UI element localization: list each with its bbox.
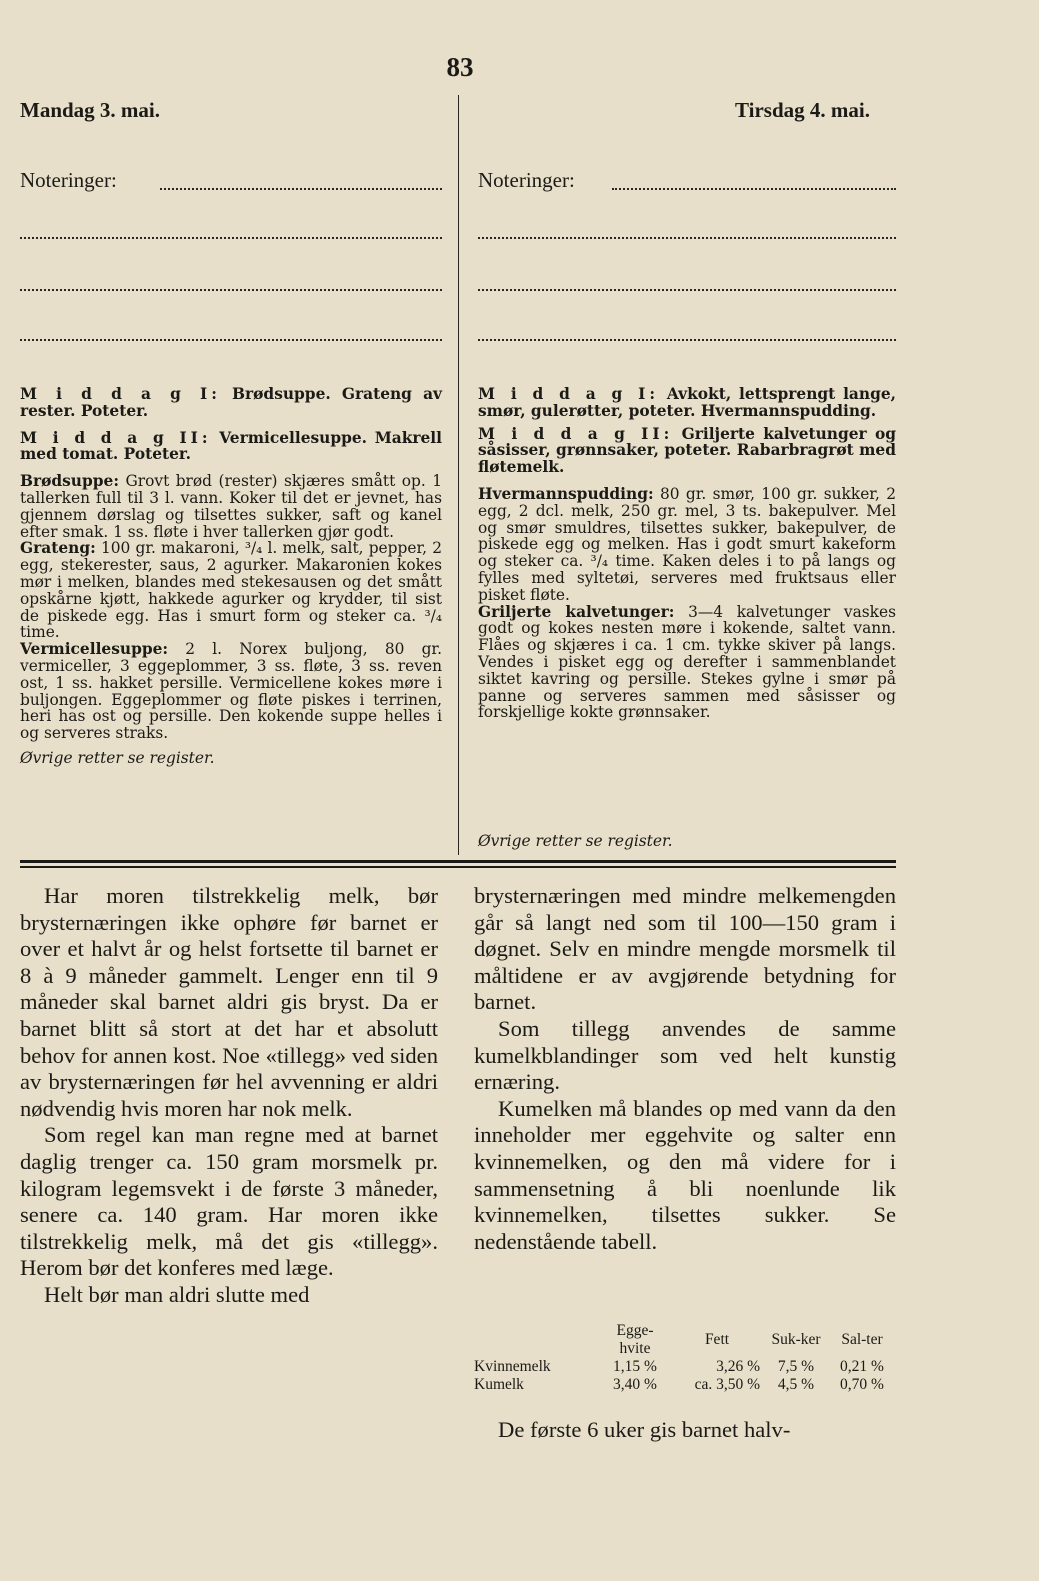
article-right <box>474 883 896 1255</box>
footer-right: Øvrige retter se register. <box>478 832 673 850</box>
recipe-title: Grateng: <box>20 539 96 558</box>
recipe-text: 2 l. Norex buljong, 80 gr. vermiceller, 3 eggeplommer, 3 ss. fløte, 3 ss. reven ost, 1 ss. hakket persille. Vermicellene kokes møre i buljongen. Eggeplommer og fløte piskes i terrinen, heri has ost og persille. Den kokende suppe helles i og serveres straks. <box>20 640 442 743</box>
table-cell: 3,26 % <box>716 1358 760 1375</box>
recipe-text: 100 gr. makaroni, ³/₄ l. melk, salt, pepper, 2 egg, stekerester, saus, 2 agurker. Makaronien kokes mør i melken, blandes med stekesausen og det smått opskårne kjøtt, hakkede agurker og krydder, til sist de piskede egg. Has i smurt form og steker ca. ³/₄ time. <box>20 539 442 642</box>
article-paragraph: Har moren tilstrekkelig melk, bør brysternæringen ikke ophøre før barnet er over et halvt år og helst fortsette til barnet er 8 à 9 måneder gammelt. Lenger enn til 9 måneder skal barnet aldri gis bryst. Da er barnet blitt så stort at det har et absolutt behov for annen kost. Noe «tillegg» ved siden av brysternæringen før hel avvenning er aldri nødvendig hvis moren har nok melk. <box>20 883 438 1121</box>
table-cell: 3,40 % <box>613 1376 657 1393</box>
recipe-title: Hvermannspudding: <box>478 484 654 503</box>
recipe-text: 80 gr. smør, 100 gr. sukker, 2 egg, 2 dcl. melk, 250 gr. mel, 3 ts. bakepulver. Mel og smør smuldres, tilsettes sukker, bakepulver, de piskede egg og melken. Has i godt smurt kakeform og steker ca. ³/₄ time. Kaken deles i to på langs og fylles med syltetøi, serveres med fruktsaus eller pisket fløte. <box>478 484 896 604</box>
section-rule-thick <box>20 860 896 863</box>
table-header-row <box>474 1322 896 1358</box>
table-cell: 0,70 % <box>840 1376 884 1393</box>
recipes-left <box>20 386 442 767</box>
recipe-vermicellesuppe <box>20 641 442 742</box>
notes-label-left: Noteringer: <box>20 168 117 192</box>
article-paragraph: Kumelken må blandes op med vann da den inneholder mer eggehvite og salter enn kvinnemelken, og den må videre for i sammensetning å bli noenlunde lik kvinnemelken, tilsettes sukker. Se nedenstående tabell. <box>474 1095 896 1254</box>
recipe-title: Griljerte kalvetunger: <box>478 602 675 621</box>
page-number: 83 <box>446 52 474 82</box>
middag-2-right <box>478 426 896 476</box>
footer-left: Øvrige retter se register. <box>20 748 215 767</box>
table-cell: 1,15 % <box>613 1358 657 1375</box>
column-divider <box>458 95 459 855</box>
table-row <box>474 1358 896 1376</box>
article-paragraph: brysternæringen med mindre melkemengden går så langt ned som til 100—150 gram i døgnet. Selv en mindre mengde morsmelk til måltidene er av avgjørende betydning for barnet. <box>474 883 896 1015</box>
notes-line-right-3[interactable] <box>478 287 896 291</box>
notes-line-left-1[interactable] <box>160 186 442 190</box>
recipe-text: Grovt brød (rester) skjæres smått op. 1 tallerken full til 3 l. vann. Koker til det er jevnet, has gjennem dørslag og tilsettes sukker, saft og kanel efter smak. 1 ss. fløte i hver tallerken gjør godt. <box>20 472 442 541</box>
middag-1-label: M i d d a g I: <box>478 385 660 403</box>
middag-1-right <box>478 386 896 420</box>
day-heading-right: Tirsdag 4. mai. <box>735 98 870 122</box>
table-row <box>474 1376 896 1394</box>
col-header: Egge-hvite <box>616 1322 654 1357</box>
middag-2-text: Vermicellesuppe. Makrell med tomat. Poteter. <box>20 428 443 464</box>
notes-label-right: Noteringer: <box>478 168 575 192</box>
notes-line-left-3[interactable] <box>20 287 442 291</box>
table-cell: 7,5 % <box>777 1358 815 1375</box>
col-header: Fett <box>704 1331 730 1348</box>
recipe-brodsuppe <box>20 473 442 540</box>
notes-line-right-4[interactable] <box>478 337 896 341</box>
notes-line-left-4[interactable] <box>20 337 442 341</box>
nutrition-table <box>474 1322 896 1394</box>
article-paragraph: Som tillegg anvendes de samme kumelkblandinger som ved helt kunstig ernæring. <box>474 1015 896 1095</box>
article-paragraph: Helt bør man aldri slutte med <box>44 1281 310 1307</box>
table-cell: ca. 3,50 % <box>694 1376 760 1393</box>
notes-line-left-2[interactable] <box>20 235 442 239</box>
recipe-hvermannspudding <box>478 486 896 604</box>
notes-line-right-2[interactable] <box>478 235 896 239</box>
middag-1-left <box>20 386 442 420</box>
section-rule-thin <box>20 866 896 868</box>
article-paragraph: De første 6 uker gis barnet halv- <box>498 1417 791 1442</box>
table-cell: 4,5 % <box>777 1376 815 1393</box>
middag-2-label: M i d d a g II: <box>20 428 212 447</box>
notes-line-right-1[interactable] <box>612 186 896 190</box>
middag-2-label: M i d d a g II: <box>478 424 674 443</box>
middag-1-text: Avkokt, lettsprengt lange, smør, gulerøtter, poteter. Hvermannspudding. <box>478 385 897 420</box>
middag-1-label: M i d d a g I: <box>20 385 221 403</box>
col-header: Sal-ter <box>841 1331 883 1348</box>
recipe-kalvetunger <box>478 604 896 722</box>
recipe-title: Brødsuppe: <box>20 472 119 491</box>
recipe-grateng <box>20 540 442 641</box>
col-header: Suk-ker <box>771 1331 821 1348</box>
day-heading-left: Mandag 3. mai. <box>20 98 161 122</box>
article-paragraph: Som regel kan man regne med at barnet daglig trenger ca. 150 gram morsmelk pr. kilogram legemsvekt i de første 3 måneder, senere ca. 140 gram. Har moren ikke tilstrekkelig melk, må det gis «tillegg». Herom bør det konferes med læge. <box>20 1122 438 1281</box>
middag-1-text: Brødsuppe. Grateng av rester. Poteter. <box>20 385 442 420</box>
recipe-text: 3—4 kalvetunger vaskes godt og kokes nesten møre i kokende, saltet vann. Flåes og skjæres i ca. 1 cm. tykke skiver på langs. Vendes i pisket egg og derefter i sammenblandet siktet kavring og persille. Stekes gylne i smør på panne og serveres sammen med såsisser og forskjellige kokte grønnsaker. <box>478 602 896 722</box>
recipe-title: Vermicellesuppe: <box>20 640 169 659</box>
article-left <box>20 883 438 1309</box>
middag-2-left <box>20 430 442 464</box>
article-right-continued <box>474 1417 896 1444</box>
table-cell: 0,21 % <box>840 1358 884 1375</box>
row-label: Kvinnemelk <box>474 1358 551 1375</box>
middag-2-text: Griljerte kalvetunger og såsisser, grønnsaker, poteter. Rabarbragrøt med fløtemelk. <box>478 424 896 477</box>
nutrition-table-wrap <box>474 1322 896 1394</box>
recipes-right <box>478 386 896 721</box>
row-label: Kumelk <box>474 1376 524 1393</box>
